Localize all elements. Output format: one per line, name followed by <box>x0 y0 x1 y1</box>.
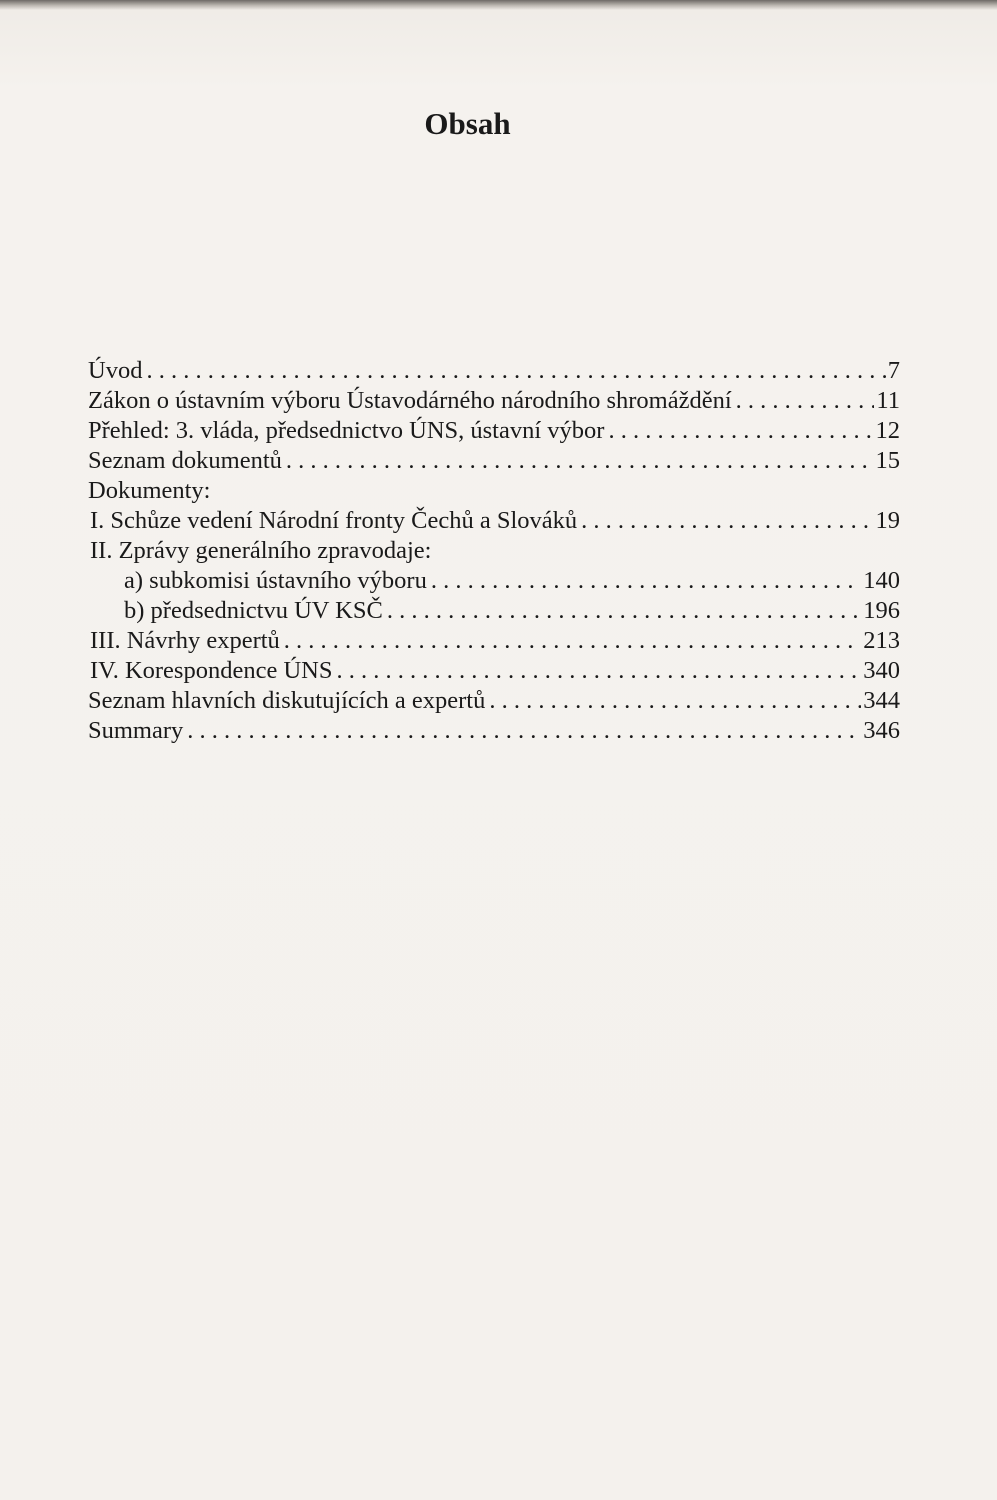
toc-entry-page: 140 <box>863 567 900 594</box>
toc-entry-label: Zákon o ústavním výboru Ústavodárného národního shromáždění <box>88 387 732 414</box>
toc-entry-page: 340 <box>863 657 900 684</box>
toc-entry-label: Přehled: 3. vláda, předsednictvo ÚNS, ústavní výbor <box>88 417 605 444</box>
toc-entry-page: 7 <box>887 357 900 384</box>
toc-entry-label: Dokumenty: <box>88 477 211 504</box>
toc-entry-label: Úvod <box>88 357 143 384</box>
toc-entry-page: 19 <box>875 507 900 534</box>
toc-entry-label: Seznam hlavních diskutujících a expertů <box>88 687 486 714</box>
table-of-contents <box>88 356 900 746</box>
toc-entry-page: 12 <box>875 417 900 444</box>
toc-entry <box>88 686 900 716</box>
dot-leader <box>489 686 861 716</box>
toc-entry-page: 213 <box>863 627 900 654</box>
dot-leader <box>387 596 861 626</box>
page-title: Obsah <box>424 106 511 141</box>
dot-leader <box>187 716 861 746</box>
toc-entry-label: Seznam dokumentů <box>88 447 282 474</box>
toc-entry-page: 11 <box>876 387 900 414</box>
toc-entry-label: I. Schůze vedení Národní fronty Čechů a Slováků <box>90 507 578 534</box>
dot-leader <box>736 386 875 416</box>
toc-entry <box>88 656 900 686</box>
dot-leader <box>336 656 861 686</box>
toc-entry-label: a) subkomisi ústavního výboru <box>124 567 427 594</box>
dot-leader <box>431 566 861 596</box>
toc-entry <box>88 596 900 626</box>
toc-entry <box>88 356 900 386</box>
dot-leader <box>581 506 873 536</box>
page-top-edge <box>0 0 997 10</box>
toc-entry-label: IV. Korespondence ÚNS <box>90 657 333 684</box>
toc-entry-label: II. Zprávy generálního zpravodaje: <box>90 537 432 564</box>
dot-leader <box>608 416 873 446</box>
toc-entry <box>88 506 900 536</box>
toc-entry-label: b) předsednictvu ÚV KSČ <box>124 597 383 624</box>
dot-leader <box>284 626 861 656</box>
dot-leader <box>286 446 874 476</box>
toc-section-heading <box>88 536 900 566</box>
toc-entry-page: 15 <box>875 447 900 474</box>
toc-entry-page: 196 <box>863 597 900 624</box>
toc-section-heading <box>88 476 900 506</box>
toc-entry <box>88 716 900 746</box>
toc-entry <box>88 416 900 446</box>
dot-leader <box>146 356 885 386</box>
toc-entry <box>88 626 900 656</box>
toc-entry-page: 346 <box>863 717 900 744</box>
toc-entry <box>88 566 900 596</box>
toc-entry-label: Summary <box>88 717 184 744</box>
toc-entry-label: III. Návrhy expertů <box>90 627 280 654</box>
toc-entry <box>88 446 900 476</box>
toc-entry <box>88 386 900 416</box>
toc-entry-page: 344 <box>863 687 900 714</box>
